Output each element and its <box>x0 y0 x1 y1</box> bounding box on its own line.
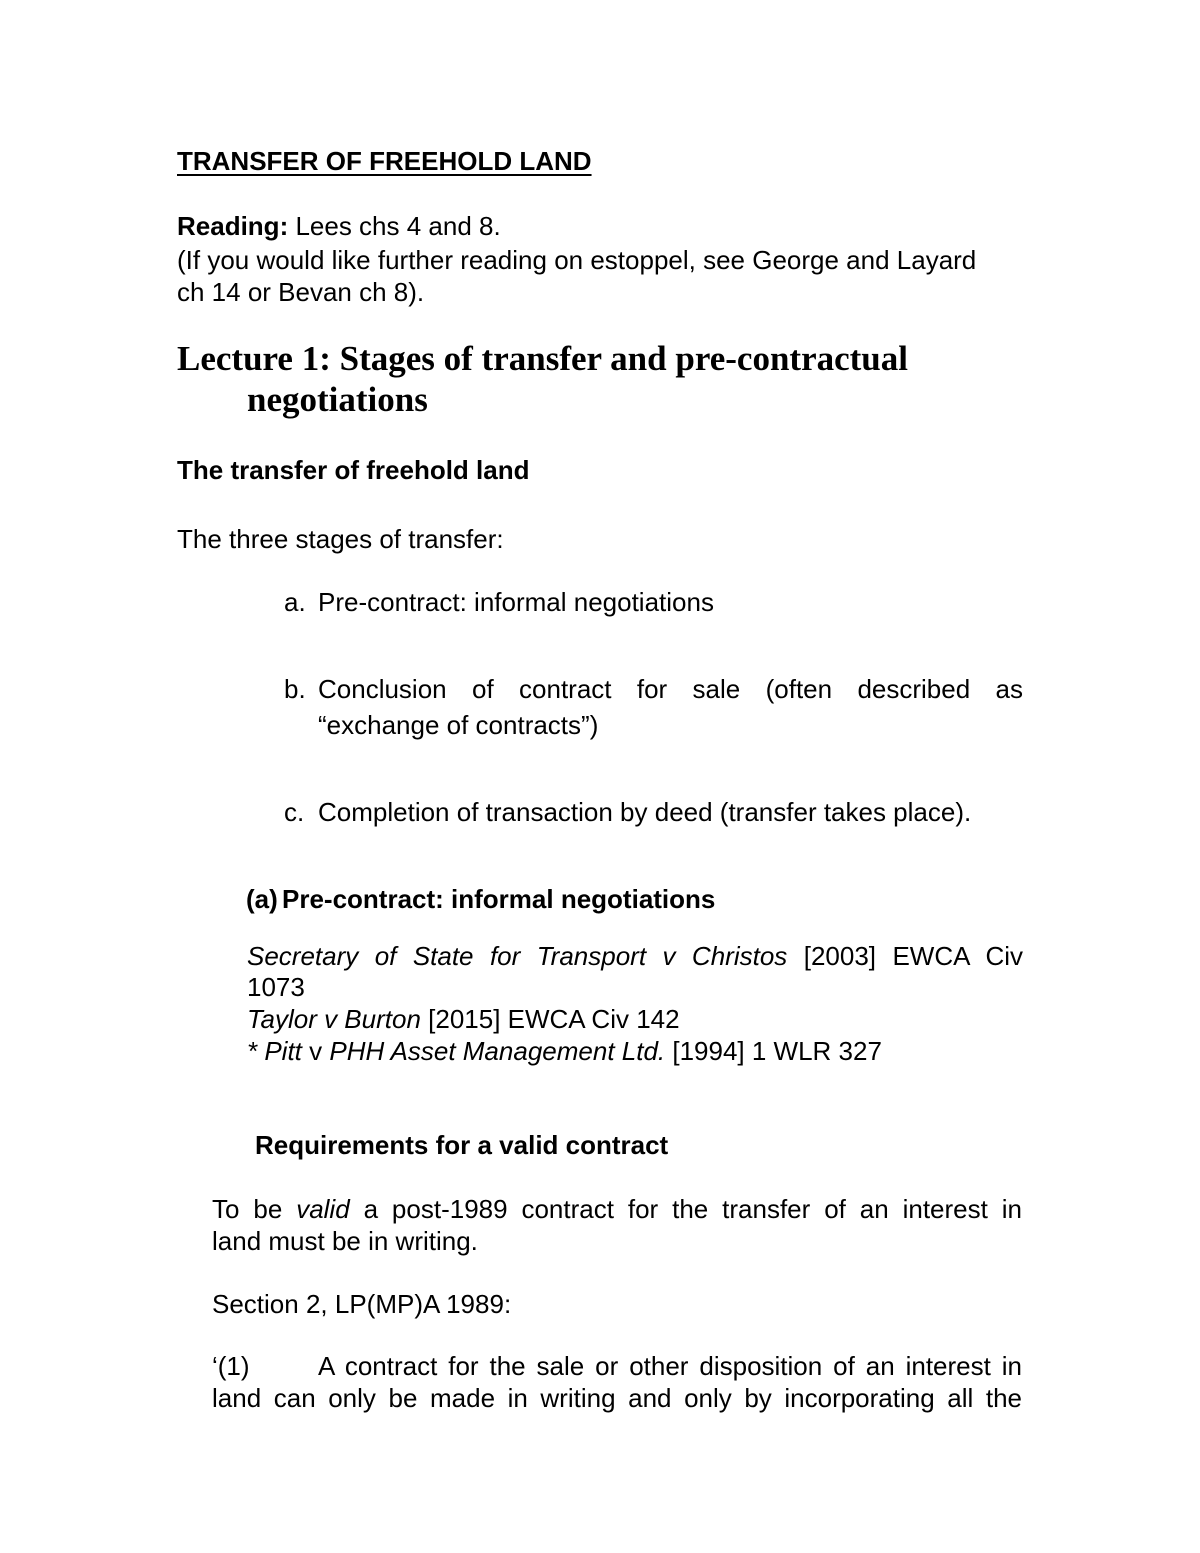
reading-line <box>177 211 501 241</box>
case-3-party-a: Pitt <box>264 1036 302 1066</box>
valid-para-emphasis: valid <box>296 1194 350 1224</box>
case-3-asterisk: * <box>247 1036 265 1066</box>
subsection-a-marker: (a) <box>246 884 278 914</box>
case-2-name: Taylor v Burton <box>247 1004 421 1034</box>
valid-para-line-1 <box>212 1194 1022 1224</box>
quote-number: ‘(1) <box>212 1351 250 1381</box>
statute-reference: Section 2, LP(MP)A 1989: <box>212 1289 512 1319</box>
document-title: TRANSFER OF FREEHOLD LAND <box>177 146 592 176</box>
valid-para-post: a post-1989 contract for the transfer of an interest in <box>349 1194 1022 1224</box>
reading-label: Reading: <box>177 211 289 241</box>
stages-intro: The three stages of transfer: <box>177 524 504 554</box>
case-3 <box>247 1036 882 1066</box>
quote-line-1: A contract for the sale or other disposition of an interest in <box>318 1351 1022 1381</box>
section-heading: The transfer of freehold land <box>177 455 530 485</box>
lecture-heading-line-1: Lecture 1: Stages of transfer and pre-contractual <box>177 339 908 378</box>
case-3-party-b: PHH Asset Management Ltd. <box>329 1036 666 1066</box>
stage-b-text-line-1: Conclusion of contract for sale (often described as <box>318 674 1023 704</box>
quote-line-2: land can only be made in writing and only by incorporating all the <box>212 1383 1022 1413</box>
case-1-citation: [2003] EWCA Civ <box>787 941 1024 971</box>
valid-para-pre: To be <box>212 1194 297 1224</box>
further-reading-line-2: ch 14 or Bevan ch 8). <box>177 277 425 307</box>
case-1-name: Secretary of State for Transport v Christos <box>247 941 788 971</box>
case-3-v: v <box>301 1036 330 1066</box>
lecture-heading-line-2: negotiations <box>247 380 428 419</box>
stage-b-text-line-2: “exchange of contracts”) <box>318 710 599 740</box>
case-3-citation: [1994] 1 WLR 327 <box>665 1036 882 1066</box>
case-1-line-1 <box>247 941 1023 971</box>
subsection-a-heading: Pre-contract: informal negotiations <box>282 884 716 914</box>
stage-a-text: Pre-contract: informal negotiations <box>318 587 714 617</box>
stage-a-marker: a. <box>284 587 306 617</box>
case-2-citation: [2015] EWCA Civ 142 <box>420 1004 680 1034</box>
reading-text: Lees chs 4 and 8. <box>288 211 501 241</box>
further-reading-line-1: (If you would like further reading on estoppel, see George and Layard <box>177 245 977 275</box>
case-2 <box>247 1004 680 1034</box>
stage-b-marker: b. <box>284 674 306 704</box>
requirements-heading: Requirements for a valid contract <box>255 1130 669 1160</box>
valid-para-line-2: land must be in writing. <box>212 1226 478 1256</box>
case-1-line-2: 1073 <box>247 972 305 1002</box>
stage-c-marker: c. <box>284 797 305 827</box>
stage-c-text: Completion of transaction by deed (transfer takes place). <box>318 797 972 827</box>
